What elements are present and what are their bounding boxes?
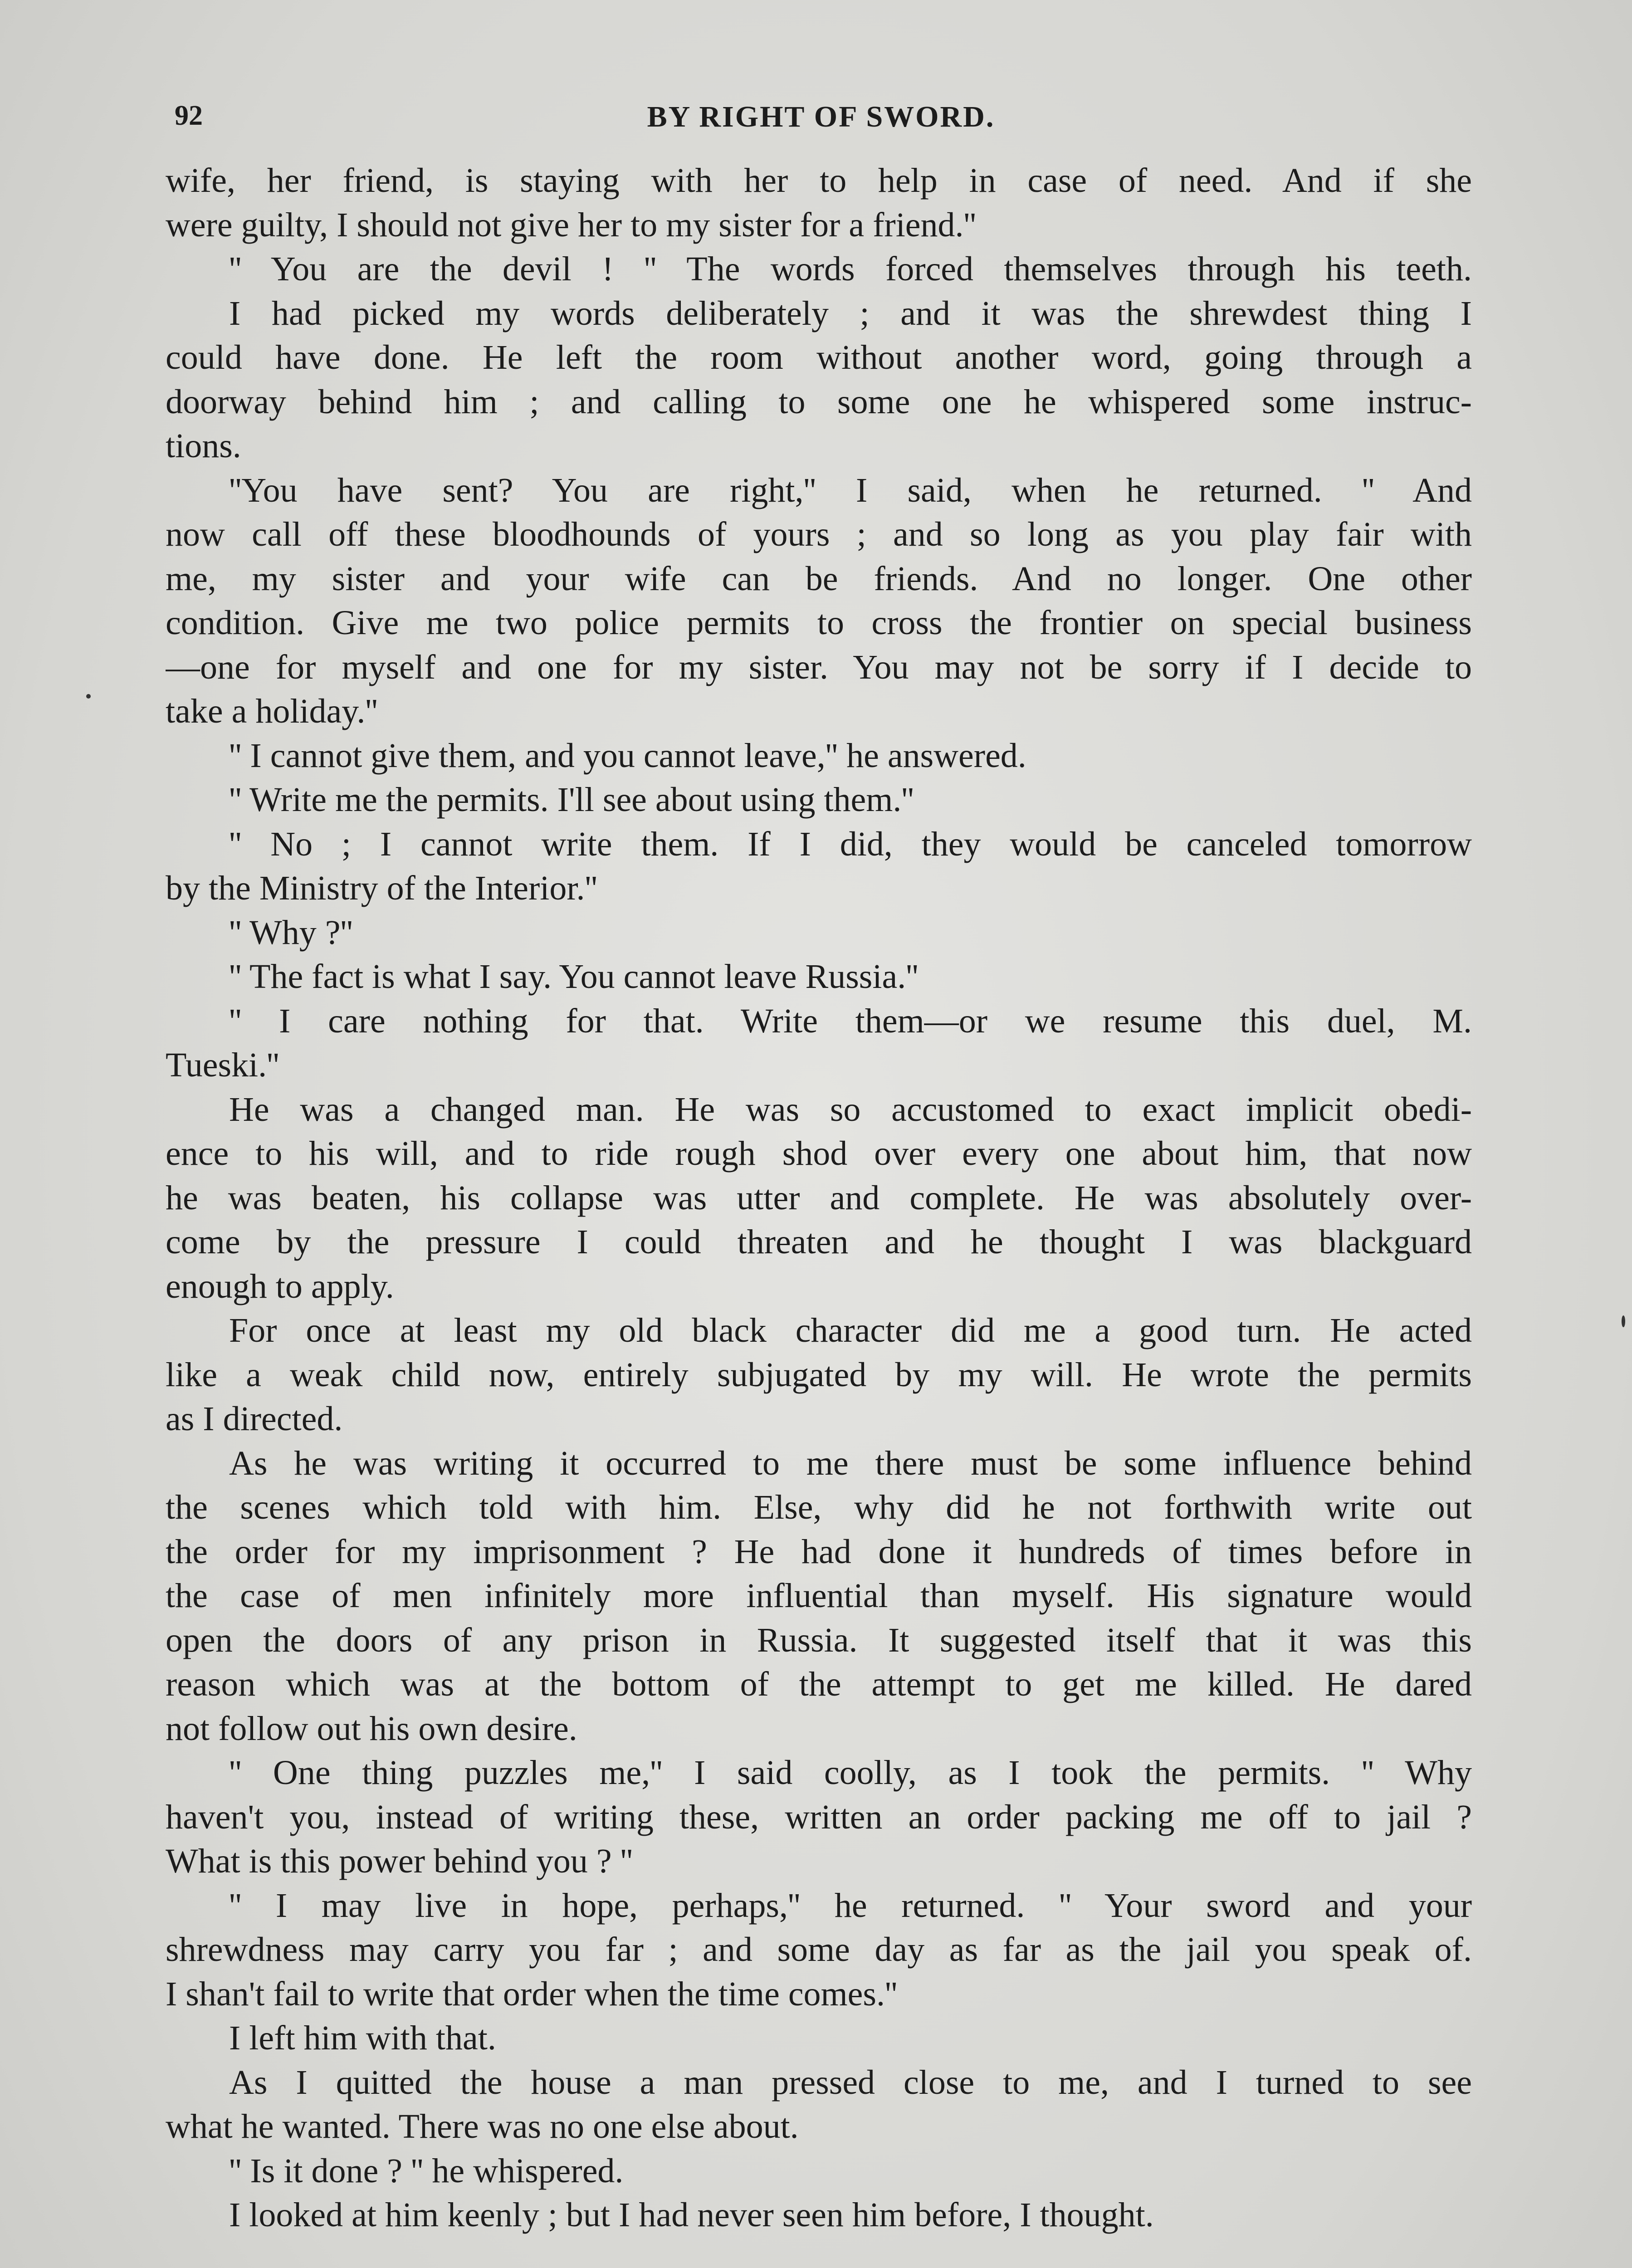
text-line: ''You have sent? You are right,'' I said, when he returned. '' And	[229, 471, 1472, 509]
text-line: the case of men infinitely more influential than myself. His signature would	[166, 1577, 1472, 1615]
body-text	[166, 159, 1472, 2238]
text-line: take a holiday.''	[166, 692, 378, 730]
text-line: what he wanted. There was no one else about.	[166, 2107, 799, 2146]
text-line: he was beaten, his collapse was utter and complete. He was absolutely over-	[166, 1178, 1472, 1217]
text-line: me, my sister and your wife can be friends. And no longer. One other	[166, 559, 1472, 598]
text-line: now call off these bloodhounds of yours ; and so long as you play fair with	[166, 515, 1472, 553]
text-line: '' Why ?''	[229, 913, 353, 952]
text-line: '' I may live in hope, perhaps,'' he returned. '' Your sword and your	[229, 1886, 1472, 1925]
page-header	[175, 91, 1467, 141]
text-line: Tueski.''	[166, 1046, 279, 1084]
text-line: reason which was at the bottom of the attempt to get me killed. He dared	[166, 1665, 1472, 1703]
text-line: like a weak child now, entirely subjugated by my will. He wrote the permits	[166, 1355, 1472, 1394]
text-line: '' I care nothing for that. Write them—or we resume this duel, M.	[229, 1002, 1472, 1040]
text-line: I shan't fail to write that order when the time comes.''	[166, 1975, 898, 2013]
text-line: '' I cannot give them, and you cannot leave,'' he answered.	[229, 736, 1026, 775]
text-line: As I quitted the house a man pressed close to me, and I turned to see	[229, 2063, 1472, 2102]
text-line: as I directed.	[166, 1400, 343, 1438]
text-line: by the Ministry of the Interior.''	[166, 869, 597, 907]
text-line: —one for myself and one for my sister. You may not be sorry if I decide to	[166, 648, 1472, 686]
text-line: As he was writing it occurred to me there must be some influence behind	[229, 1444, 1472, 1482]
text-line: doorway behind him ; and calling to some one he whispered some instruc-	[166, 382, 1472, 421]
text-line: For once at least my old black character did me a good turn. He acted	[229, 1311, 1472, 1349]
print-speck	[86, 694, 91, 699]
text-line: '' Is it done ? '' he whispered.	[229, 2151, 624, 2190]
text-line: the order for my imprisonment ? He had done it hundreds of times before in	[166, 1532, 1472, 1571]
text-line: shrewdness may carry you far ; and some day as far as the jail you speak of.	[166, 1931, 1472, 1969]
text-line: were guilty, I should not give her to my sister for a friend.''	[166, 205, 976, 244]
text-line: '' One thing puzzles me,'' I said coolly, as I took the permits. '' Why	[229, 1754, 1472, 1792]
text-line: haven't you, instead of writing these, written an order packing me off to jail ?	[166, 1798, 1472, 1836]
text-line: I looked at him keenly ; but I had never seen him before, I thought.	[229, 2196, 1154, 2234]
text-line: What is this power behind you ? ''	[166, 1842, 633, 1880]
text-line: condition. Give me two police permits to cross the frontier on special business	[166, 604, 1472, 642]
text-line: the scenes which told with him. Else, why did he not forthwith write out	[166, 1488, 1472, 1526]
text-line: come by the pressure I could threaten and he thought I was blackguard	[166, 1223, 1472, 1261]
text-line: '' No ; I cannot write them. If I did, they would be canceled tomorrow	[229, 825, 1472, 863]
print-speck	[1622, 1315, 1625, 1327]
text-line: open the doors of any prison in Russia. It suggested itself that it was this	[166, 1621, 1472, 1659]
text-line: I left him with that.	[229, 2019, 496, 2057]
text-line: '' You are the devil ! '' The words forced themselves through his teeth.	[229, 250, 1472, 288]
text-line: enough to apply.	[166, 1267, 394, 1305]
running-title: BY RIGHT OF SWORD.	[647, 100, 995, 133]
text-line: '' The fact is what I say. You cannot leave Russia.''	[229, 958, 919, 996]
text-line: He was a changed man. He was so accustomed to exact implicit obedi-	[229, 1090, 1472, 1129]
text-line: wife, her friend, is staying with her to help in case of need. And if she	[166, 161, 1472, 200]
text-line: '' Write me the permits. I'll see about using them.''	[229, 781, 914, 819]
text-line: could have done. He left the room without another word, going through a	[166, 338, 1472, 376]
text-line: not follow out his own desire.	[166, 1709, 577, 1748]
text-line: I had picked my words deliberately ; and it was the shrewdest thing I	[229, 294, 1472, 332]
text-line: ence to his will, and to ride rough shod over every one about him, that now	[166, 1134, 1472, 1173]
page-number: 92	[175, 100, 203, 131]
text-line: tions.	[166, 427, 241, 465]
